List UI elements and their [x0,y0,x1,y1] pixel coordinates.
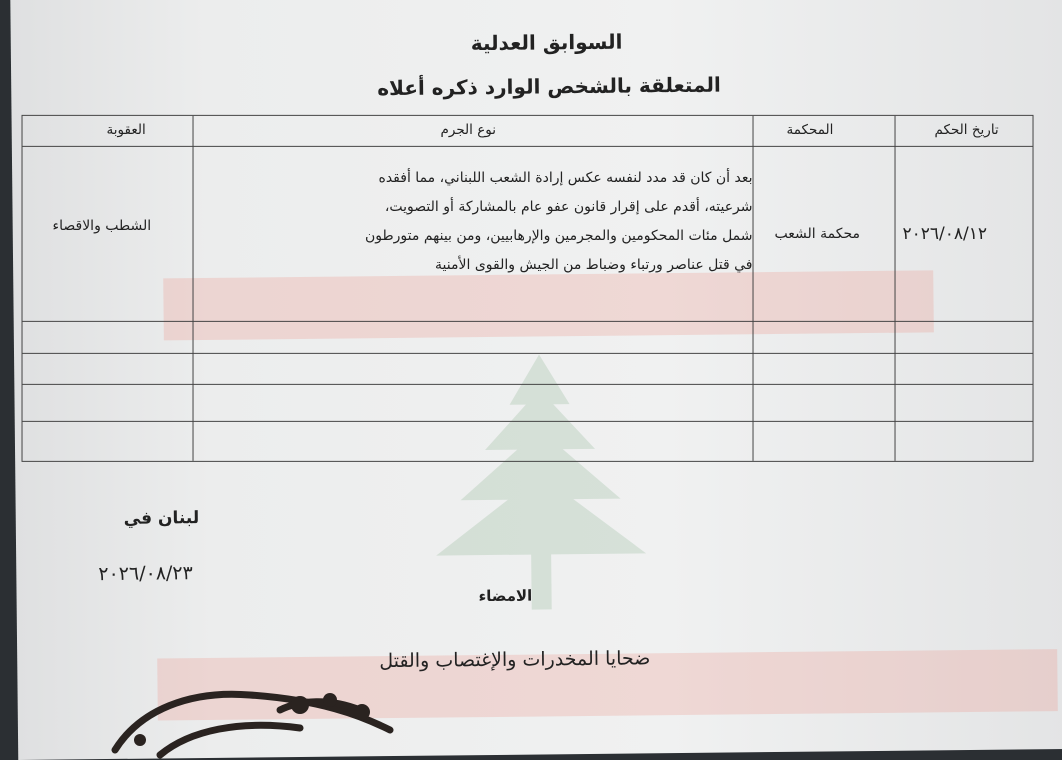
signatory-text: ضحايا المخدرات والإغتصاب والقتل [379,647,651,673]
crime-line: في قتل عناصر ورتباء وضباط من الجيش والقوى الأمنية [435,256,753,273]
issue-date: ٢٠٢٦/٠٨/٢٣ [98,562,193,586]
signature-label: الامضاء [478,586,533,606]
crime-line: بعد أن كان قد مدد لنفسه عكس إرادة الشعب اللبناني، مما أفقده [378,169,753,186]
verdict-date: ٢٠٢٦/٠٨/١٢ [902,223,988,244]
penalty-value: الشطب والاقصاء [52,217,152,234]
header-crime: نوع الجرم [440,121,496,138]
records-table [22,115,1034,462]
court-value: محكمة الشعب [774,225,860,242]
header-date: تاريخ الحكم [934,121,999,138]
header-court: المحكمة [786,121,834,138]
document-title: السوابق العدلية [470,29,623,56]
place-label: لبنان في [123,508,200,529]
document-paper [10,0,1062,760]
crime-description [223,164,753,280]
document-subtitle: المتعلقة بالشخص الوارد ذكره أعلاه [377,72,721,101]
stamp-icon [100,670,460,760]
crime-line: شرعيته، أقدم على إقرار قانون عفو عام بالمشاركة أو التصويت، [384,198,753,215]
header-penalty: العقوبة [106,121,146,138]
crime-line: شمل مئات المحكومين والمجرمين والإرهابيين، ومن بينهم متورطون [365,227,753,244]
